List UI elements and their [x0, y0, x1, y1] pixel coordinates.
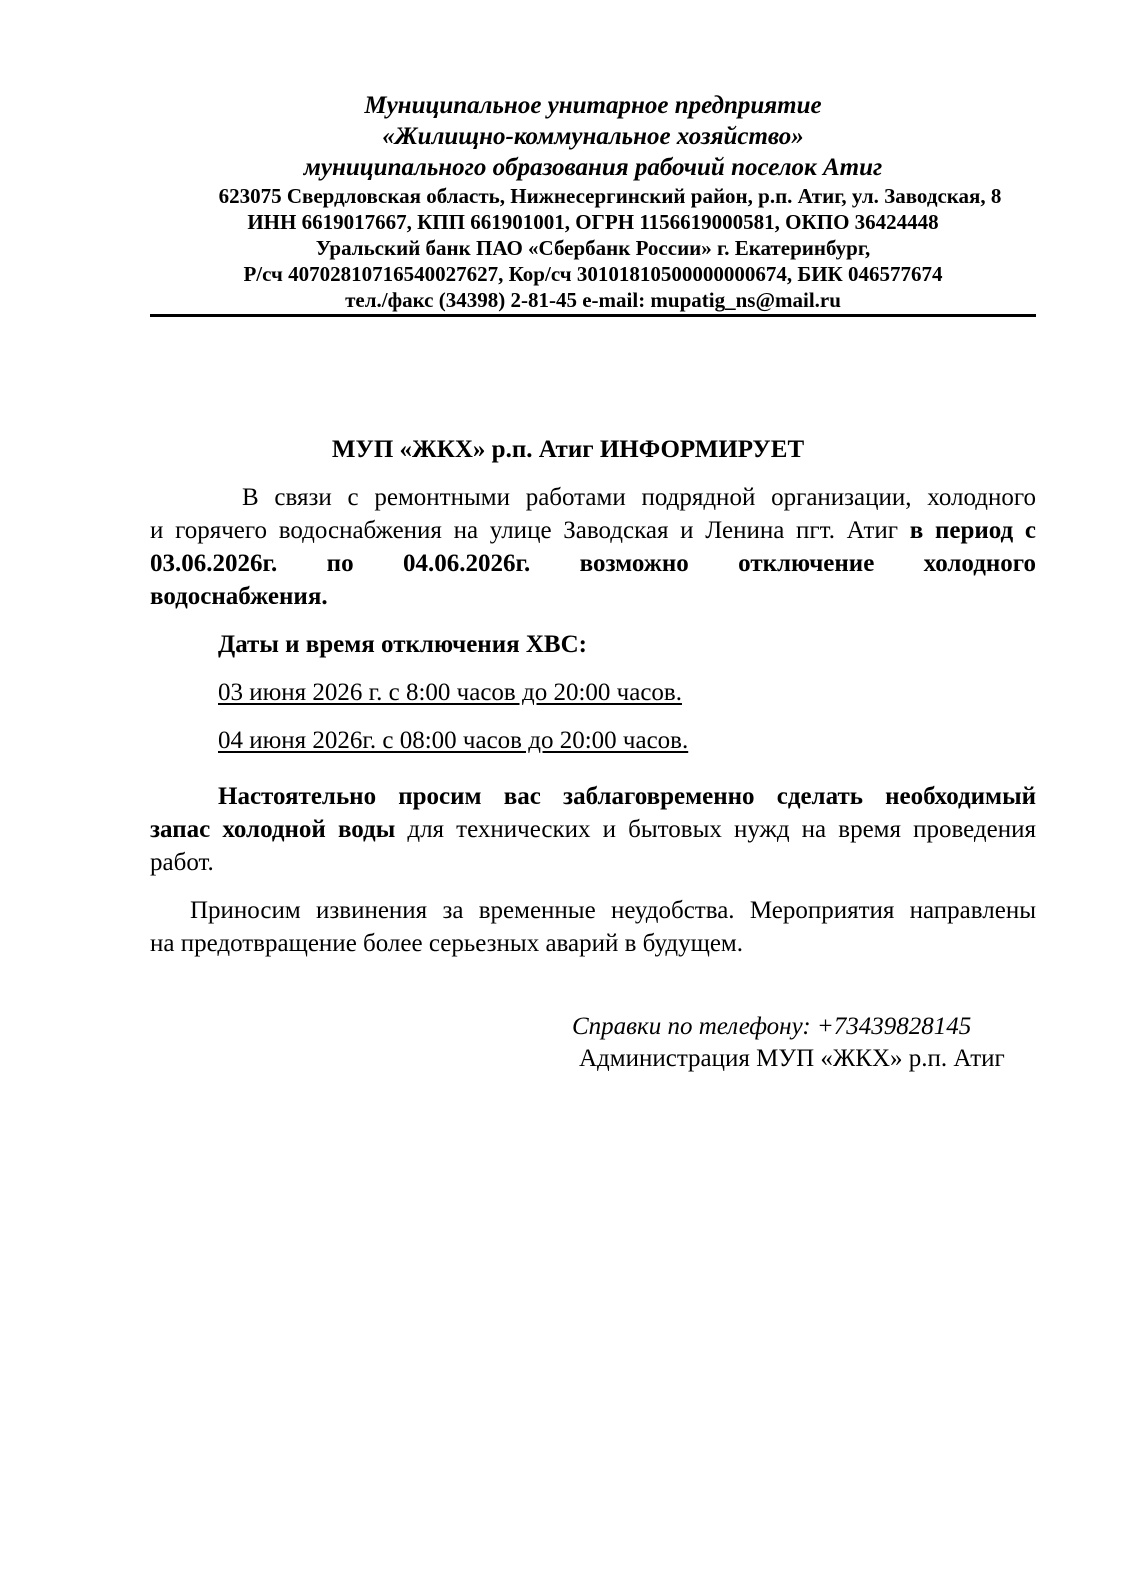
- org-codes: ИНН 6619017667, КПП 661901001, ОГРН 1156619000581, ОКПО 36424448: [247, 210, 939, 234]
- signature-phone: Справки по телефону: +73439828145: [572, 1013, 972, 1040]
- org-name-line-1: Муниципальное унитарное предприятие: [364, 92, 822, 119]
- notice-title: МУП «ЖКХ» р.п. Атиг ИНФОРМИРУЕТ: [331, 436, 805, 463]
- paragraph-3-line-1: Приносим извинения за временные неудобства. Мероприятия направлены: [190, 897, 1036, 924]
- paragraph-1-line-4: водоснабжения.: [150, 583, 328, 610]
- paragraph-1-line-3: 03.06.2026г. по 04.06.2026г. возможно отключение холодного: [150, 550, 1036, 577]
- org-name-line-3: муниципального образования рабочий поселок Атиг: [303, 154, 883, 181]
- paragraph-2-line-2-regular: для технических и бытовых нужд на время проведения: [395, 816, 1036, 843]
- paragraph-2-line-1: Настоятельно просим вас заблаговременно сделать необходимый: [218, 783, 1036, 810]
- paragraph-1-line-2-bold: в период с: [909, 517, 1036, 544]
- paragraph-3-line-2: на предотвращение более серьезных аварий в будущем.: [150, 930, 744, 957]
- org-contacts: тел./факс (34398) 2-81-45 e-mail: mupatig_ns@mail.ru: [345, 288, 841, 312]
- schedule-heading: Даты и время отключения ХВС:: [218, 631, 587, 658]
- letterhead-divider: [150, 314, 1036, 317]
- paragraph-2-line-3: работ.: [150, 849, 214, 876]
- signature-admin: Администрация МУП «ЖКХ» р.п. Атиг: [579, 1045, 1005, 1072]
- org-address: 623075 Свердловская область, Нижнесергинский район, р.п. Атиг, ул. Заводская, 8: [218, 184, 1002, 208]
- org-accounts: Р/сч 40702810716540027627, Кор/сч 30101810500000000674, БИК 046577674: [243, 262, 943, 286]
- paragraph-1-line-2: [150, 514, 1036, 547]
- notice-paragraph-1: [150, 481, 1036, 613]
- notice-paragraph-3: [150, 894, 1036, 960]
- org-name-line-2: «Жилищно-коммунальное хозяйство»: [382, 123, 804, 150]
- paragraph-2-line-2: [150, 813, 1036, 846]
- schedule-date-1: 03 июня 2026 г. с 8:00 часов до 20:00 часов.: [218, 679, 682, 706]
- schedule-date-2: 04 июня 2026г. с 08:00 часов до 20:00 часов.: [218, 727, 689, 754]
- paragraph-1-line-1: В связи с ремонтными работами подрядной организации, холодного: [242, 484, 1036, 511]
- org-bank: Уральский банк ПАО «Сбербанк России» г. Екатеринбург,: [315, 236, 871, 260]
- letterhead: [150, 90, 1036, 313]
- paragraph-2-line-2-bold: запас холодной воды: [150, 816, 396, 843]
- notice-paragraph-2: [150, 780, 1036, 879]
- paragraph-1-line-2-regular: и горячего водоснабжения на улице Заводская и Ленина пгт. Атиг: [150, 517, 910, 544]
